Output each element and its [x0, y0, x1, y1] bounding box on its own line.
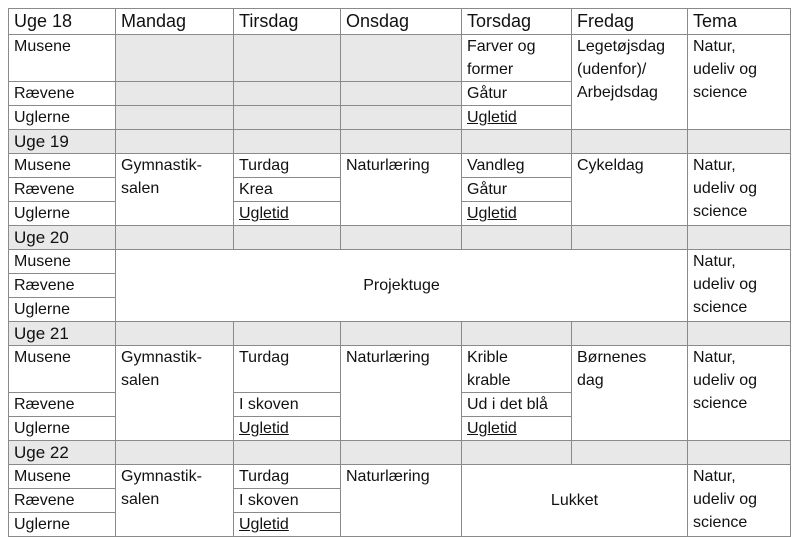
- empty-cell: [116, 35, 234, 82]
- tema-cell: [688, 465, 791, 537]
- empty-cell: [688, 226, 791, 250]
- activity-line: Børnenes: [577, 349, 647, 366]
- tema-line: Natur,: [693, 38, 736, 55]
- tema-line: science: [693, 299, 748, 316]
- week-row: [9, 441, 791, 465]
- empty-cell: [234, 82, 341, 106]
- empty-cell: [341, 130, 462, 154]
- header-tema: Tema: [688, 9, 791, 35]
- torsdag-activity: [462, 346, 572, 393]
- week-row: [9, 130, 791, 154]
- group-label: Rævene: [9, 178, 116, 202]
- table-row: [9, 346, 791, 393]
- ugletid-link[interactable]: Ugletid: [239, 205, 289, 222]
- tirsdag-activity: [234, 202, 341, 226]
- tema-line: science: [693, 395, 748, 412]
- empty-cell: [462, 441, 572, 465]
- tema-line: science: [693, 84, 748, 101]
- header-tirsdag: Tirsdag: [234, 9, 341, 35]
- group-label: Musene: [9, 250, 116, 274]
- ugletid-link[interactable]: Ugletid: [467, 420, 517, 437]
- empty-cell: [341, 441, 462, 465]
- ugletid-link[interactable]: Ugletid: [467, 205, 517, 222]
- torsdag-activity: Vandleg: [462, 154, 572, 178]
- mandag-activity: [116, 346, 234, 441]
- group-label: Uglerne: [9, 417, 116, 441]
- mandag-activity: [116, 465, 234, 537]
- empty-cell: [462, 322, 572, 346]
- tema-line: Natur,: [693, 253, 736, 270]
- empty-cell: [341, 35, 462, 82]
- empty-cell: [572, 441, 688, 465]
- activity-line: salen: [121, 180, 160, 197]
- table-row: [9, 465, 791, 489]
- empty-cell: [572, 322, 688, 346]
- group-label: Rævene: [9, 393, 116, 417]
- torsdag-activity: Gåtur: [462, 82, 572, 106]
- activity-line: Legetøjsdag: [577, 38, 666, 55]
- empty-cell: [234, 441, 341, 465]
- tirsdag-activity: Turdag: [234, 154, 341, 178]
- empty-cell: [116, 322, 234, 346]
- tema-line: science: [693, 203, 748, 220]
- tirsdag-activity: I skoven: [234, 393, 341, 417]
- group-label: Rævene: [9, 274, 116, 298]
- tema-line: Natur,: [693, 157, 736, 174]
- header-onsdag: Onsdag: [341, 9, 462, 35]
- week-row: [9, 322, 791, 346]
- header-row: [9, 9, 791, 35]
- table-row: [9, 35, 791, 82]
- empty-cell: [688, 130, 791, 154]
- table-row: [9, 250, 791, 274]
- activity-line: Gymnastik-: [121, 349, 202, 366]
- empty-cell: [234, 130, 341, 154]
- activity-line: krable: [467, 372, 511, 389]
- empty-cell: [116, 82, 234, 106]
- empty-cell: [341, 226, 462, 250]
- week-label: Uge 21: [9, 322, 116, 346]
- tema-line: udeliv og: [693, 61, 758, 78]
- tema-line: udeliv og: [693, 491, 758, 508]
- activity-line: salen: [121, 491, 160, 508]
- week-label: Uge 22: [9, 441, 116, 465]
- group-label: Uglerne: [9, 106, 116, 130]
- activity-line: Arbejdsdag: [577, 84, 658, 101]
- empty-cell: [462, 130, 572, 154]
- empty-cell: [341, 106, 462, 130]
- tema-cell: [688, 250, 791, 322]
- header-mandag: Mandag: [116, 9, 234, 35]
- empty-cell: [116, 226, 234, 250]
- torsdag-activity: Gåtur: [462, 178, 572, 202]
- group-label: Musene: [9, 465, 116, 489]
- group-label: Musene: [9, 35, 116, 82]
- activity-line: salen: [121, 372, 160, 389]
- activity-line: Farver og: [467, 38, 536, 55]
- tirsdag-activity: I skoven: [234, 489, 341, 513]
- mandag-activity: [116, 154, 234, 226]
- empty-cell: [116, 441, 234, 465]
- tema-line: udeliv og: [693, 372, 758, 389]
- tirsdag-activity: Krea: [234, 178, 341, 202]
- week-label: Uge 19: [9, 130, 116, 154]
- torsdag-activity: [462, 417, 572, 441]
- tirsdag-activity: Turdag: [234, 346, 341, 393]
- lukket-cell: Lukket: [462, 465, 688, 537]
- group-label: Rævene: [9, 82, 116, 106]
- tema-line: Natur,: [693, 349, 736, 366]
- tema-line: udeliv og: [693, 180, 758, 197]
- activity-line: dag: [577, 372, 604, 389]
- group-label: Uglerne: [9, 202, 116, 226]
- tirsdag-activity: Turdag: [234, 465, 341, 489]
- empty-cell: [116, 130, 234, 154]
- ugletid-link[interactable]: Ugletid: [467, 109, 517, 126]
- empty-cell: [462, 226, 572, 250]
- tema-cell: [688, 346, 791, 441]
- group-label: Uglerne: [9, 298, 116, 322]
- torsdag-activity: [462, 35, 572, 82]
- group-label: Rævene: [9, 489, 116, 513]
- torsdag-activity: [462, 202, 572, 226]
- ugletid-link[interactable]: Ugletid: [239, 420, 289, 437]
- onsdag-activity: Naturlæring: [341, 346, 462, 441]
- activity-line: Krible: [467, 349, 508, 366]
- tema-cell: [688, 154, 791, 226]
- empty-cell: [234, 322, 341, 346]
- empty-cell: [234, 226, 341, 250]
- ugletid-link[interactable]: Ugletid: [239, 516, 289, 533]
- week-row: [9, 226, 791, 250]
- tema-line: udeliv og: [693, 276, 758, 293]
- week-label: Uge 20: [9, 226, 116, 250]
- projektuge-cell: Projektuge: [116, 250, 688, 322]
- group-label: Uglerne: [9, 513, 116, 537]
- week-schedule-table: [8, 8, 791, 537]
- group-label: Musene: [9, 346, 116, 393]
- tema-line: science: [693, 514, 748, 531]
- tema-line: Natur,: [693, 468, 736, 485]
- activity-line: former: [467, 61, 514, 78]
- activity-line: Gymnastik-: [121, 468, 202, 485]
- empty-cell: [341, 82, 462, 106]
- header-week: Uge 18: [9, 9, 116, 35]
- group-label: Musene: [9, 154, 116, 178]
- empty-cell: [688, 322, 791, 346]
- empty-cell: [234, 35, 341, 82]
- torsdag-activity: [462, 106, 572, 130]
- empty-cell: [234, 106, 341, 130]
- tema-cell: [688, 35, 791, 130]
- tirsdag-activity: [234, 417, 341, 441]
- onsdag-activity: Naturlæring: [341, 154, 462, 226]
- empty-cell: [572, 226, 688, 250]
- empty-cell: [572, 130, 688, 154]
- empty-cell: [341, 322, 462, 346]
- empty-cell: [116, 106, 234, 130]
- fredag-activity: Cykeldag: [572, 154, 688, 226]
- fredag-activity: [572, 346, 688, 441]
- header-torsdag: Torsdag: [462, 9, 572, 35]
- activity-line: Gymnastik-: [121, 157, 202, 174]
- table-row: [9, 154, 791, 178]
- empty-cell: [688, 441, 791, 465]
- fredag-activity: [572, 35, 688, 130]
- tirsdag-activity: [234, 513, 341, 537]
- torsdag-activity: Ud i det blå: [462, 393, 572, 417]
- header-fredag: Fredag: [572, 9, 688, 35]
- activity-line: (udenfor)/: [577, 61, 647, 78]
- onsdag-activity: Naturlæring: [341, 465, 462, 537]
